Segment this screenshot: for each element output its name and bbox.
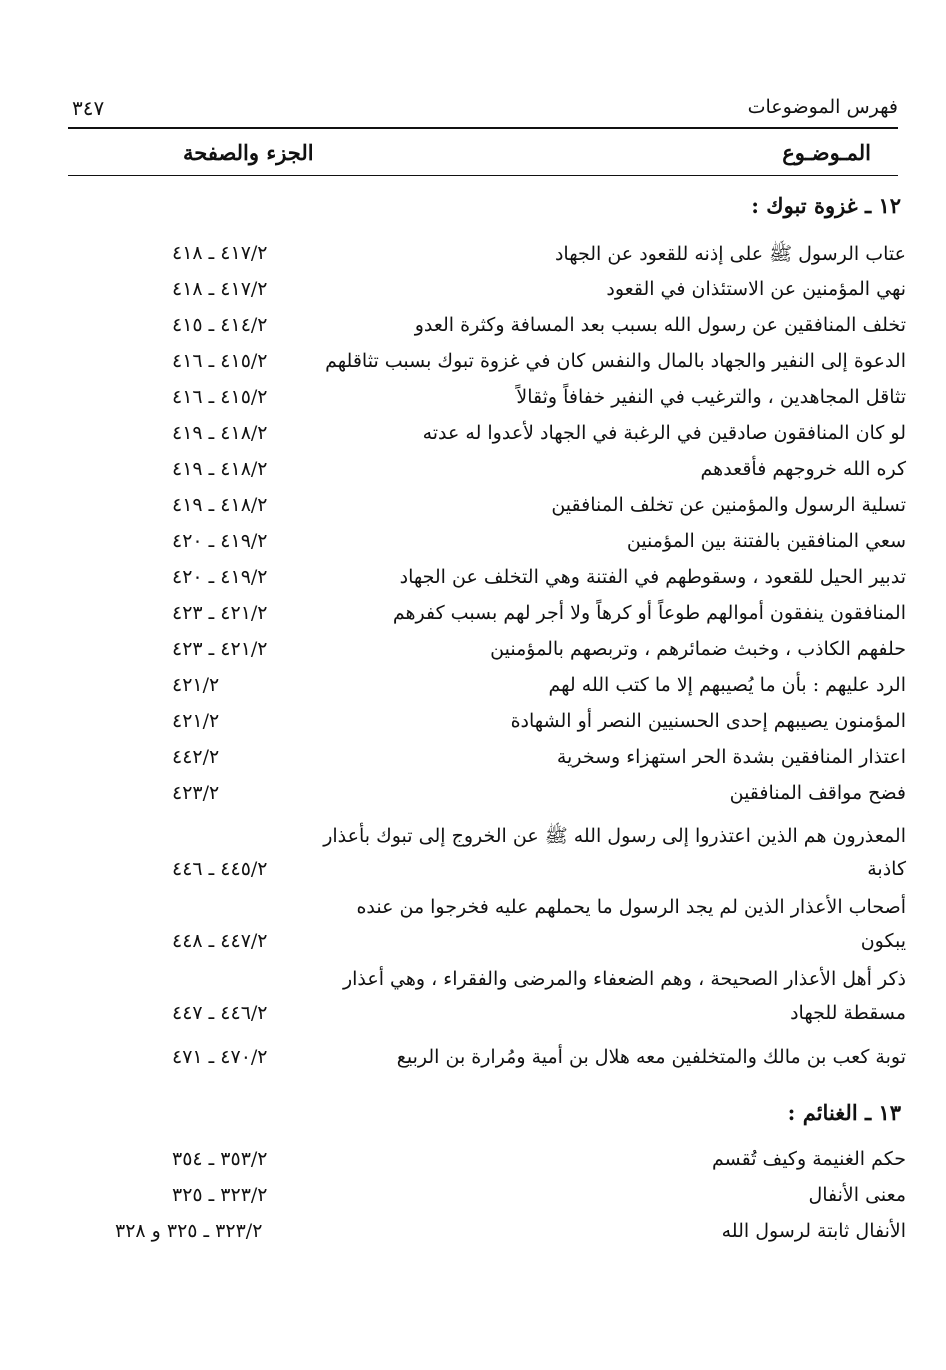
entry-topic: تثاقل المجاهدين ، والترغيب في النفير خفافاً وثقالاً <box>516 386 906 408</box>
entry-topic: توبة كعب بن مالك والمتخلفين معه هلال بن أمية ومُرارة بن الربيع <box>396 1046 906 1068</box>
entry-topic-line1: ذكر أهل الأعذار الصحيحة ، وهم الضعفاء والمرضى والفقراء ، وهي أعذار <box>342 968 906 990</box>
entry-topic: فضح مواقف المنافقين <box>729 782 906 804</box>
index-entry <box>60 674 906 708</box>
running-header-title: فهرس الموضوعات <box>747 96 898 118</box>
header-rule <box>68 127 898 129</box>
entry-pages: ٤١٥/٢ ـ ٤١٦ <box>172 386 268 408</box>
entry-pages: ٤١٤/٢ ـ ٤١٥ <box>172 314 268 336</box>
entry-pages: ٣٥٣/٢ ـ ٣٥٤ <box>172 1148 268 1170</box>
index-entry <box>60 314 906 348</box>
entry-topic: عتاب الرسول ﷺ على إذنه للقعود عن الجهاد <box>554 243 906 265</box>
entry-pages: ٣٢٣/٢ ـ ٣٢٥ و ٣٢٨ <box>115 1220 263 1242</box>
entry-topic: كره الله خروجهم فأقعدهم <box>700 458 906 480</box>
section-heading-12: ١٢ ـ غزوة تبوك : <box>751 193 901 218</box>
index-entry-two-line <box>60 824 906 894</box>
index-entry <box>60 746 906 780</box>
entry-pages: ٤١٧/٢ ـ ٤١٨ <box>172 278 268 300</box>
entry-topic: حكم الغنيمة وكيف تُقسم <box>712 1148 906 1170</box>
entry-topic-line2: يبكون <box>860 930 906 952</box>
index-entry <box>60 1148 906 1182</box>
index-entry <box>60 242 906 276</box>
index-entry <box>60 602 906 636</box>
entry-pages: ٤١٩/٢ ـ ٤٢٠ <box>172 566 268 588</box>
entry-pages: ٤٤٥/٢ ـ ٤٤٦ <box>172 858 268 880</box>
column-heading-rule <box>68 175 898 176</box>
index-entry <box>60 278 906 312</box>
entry-pages: ٤١٥/٢ ـ ٤١٦ <box>172 350 268 372</box>
entry-topic: تسلية الرسول والمؤمنين عن تخلف المنافقين <box>551 494 906 516</box>
entry-topic: الأنفال ثابتة لرسول الله <box>721 1220 906 1242</box>
index-entry <box>60 530 906 564</box>
entry-topic: اعتذار المنافقين بشدة الحر استهزاء وسخرية <box>556 746 906 768</box>
index-entry <box>60 422 906 456</box>
index-entry <box>60 782 906 816</box>
entry-topic: لو كان المنافقون صادقين في الرغبة في الجهاد لأعدوا له عدته <box>422 422 906 444</box>
column-heading-volume-page: الجزء والصفحة <box>183 140 314 165</box>
entry-pages: ٣٢٣/٢ ـ ٣٢٥ <box>172 1184 268 1206</box>
entry-pages: ٤١٩/٢ ـ ٤٢٠ <box>172 530 268 552</box>
index-entry <box>60 494 906 528</box>
entry-pages: ٤٢١/٢ ـ ٤٢٣ <box>172 638 268 660</box>
index-entry <box>60 638 906 672</box>
entry-topic: تخلف المنافقين عن رسول الله بسبب بعد المسافة وكثرة العدو <box>414 314 906 336</box>
entry-pages: ٤٧٠/٢ ـ ٤٧١ <box>172 1046 268 1068</box>
column-heading-topic: المـوضـوع <box>782 140 871 165</box>
entry-pages: ٤١٧/٢ ـ ٤١٨ <box>172 242 268 264</box>
entry-pages: ٤٢١/٢ <box>172 710 220 732</box>
entry-pages: ٤٢٣/٢ <box>172 782 220 804</box>
entry-pages: ٤٢١/٢ <box>172 674 220 696</box>
entry-topic-line1: أصحاب الأعذار الذين لم يجد الرسول ما يحملهم عليه فخرجوا من عنده <box>356 896 906 918</box>
entry-pages: ٤٤٦/٢ ـ ٤٤٧ <box>172 1002 268 1024</box>
entry-topic: نهي المؤمنين عن الاستئذان في القعود <box>606 278 906 300</box>
index-entry <box>60 1184 906 1218</box>
entry-pages: ٤٤٧/٢ ـ ٤٤٨ <box>172 930 268 952</box>
entry-topic: سعي المنافقين بالفتنة بين المؤمنين <box>626 530 906 552</box>
section-heading-13: ١٣ ـ الغنائم : <box>787 1100 901 1125</box>
index-entry-two-line <box>60 968 906 1038</box>
index-entry <box>60 350 906 384</box>
entry-topic: المنافقون ينفقون أموالهم طوعاً أو كرهاً ولا أجر لهم بسبب كفرهم <box>392 602 906 624</box>
entry-topic: معنى الأنفال <box>808 1184 906 1206</box>
entry-topic: حلفهم الكاذب ، وخبث ضمائرهم ، وتربصهم بالمؤمنين <box>490 638 906 660</box>
entry-topic-line2: مسقطة للجهاد <box>790 1002 906 1024</box>
index-entry <box>60 458 906 492</box>
entry-topic-line2: كاذبة <box>867 858 906 880</box>
index-entry <box>60 710 906 744</box>
entry-topic-line1: المعذرون هم الذين اعتذروا إلى رسول الله ﷺ عن الخروج إلى تبوك بأعذار <box>323 825 906 847</box>
index-entry <box>60 566 906 600</box>
entry-topic: الرد عليهم : بأن ما يُصيبهم إلا ما كتب الله لهم <box>548 674 906 696</box>
entry-pages: ٤١٨/٢ ـ ٤١٩ <box>172 422 268 444</box>
entry-pages: ٤١٨/٢ ـ ٤١٩ <box>172 458 268 480</box>
page-number: ٣٤٧ <box>72 96 105 120</box>
entry-topic: المؤمنون يصيبهم إحدى الحسنيين النصر أو الشهادة <box>510 710 906 732</box>
entry-topic: الدعوة إلى النفير والجهاد بالمال والنفس كان في غزوة تبوك بسبب تثاقلهم <box>325 350 906 372</box>
index-entry <box>60 386 906 420</box>
index-entry-two-line <box>60 896 906 966</box>
index-entry <box>60 1046 906 1080</box>
entry-pages: ٤٤٢/٢ <box>172 746 220 768</box>
entry-topic: تدبير الحيل للقعود ، وسقوطهم في الفتنة وهي التخلف عن الجهاد <box>399 566 906 588</box>
index-entry <box>60 1220 906 1254</box>
entry-pages: ٤٢١/٢ ـ ٤٢٣ <box>172 602 268 624</box>
entry-pages: ٤١٨/٢ ـ ٤١٩ <box>172 494 268 516</box>
